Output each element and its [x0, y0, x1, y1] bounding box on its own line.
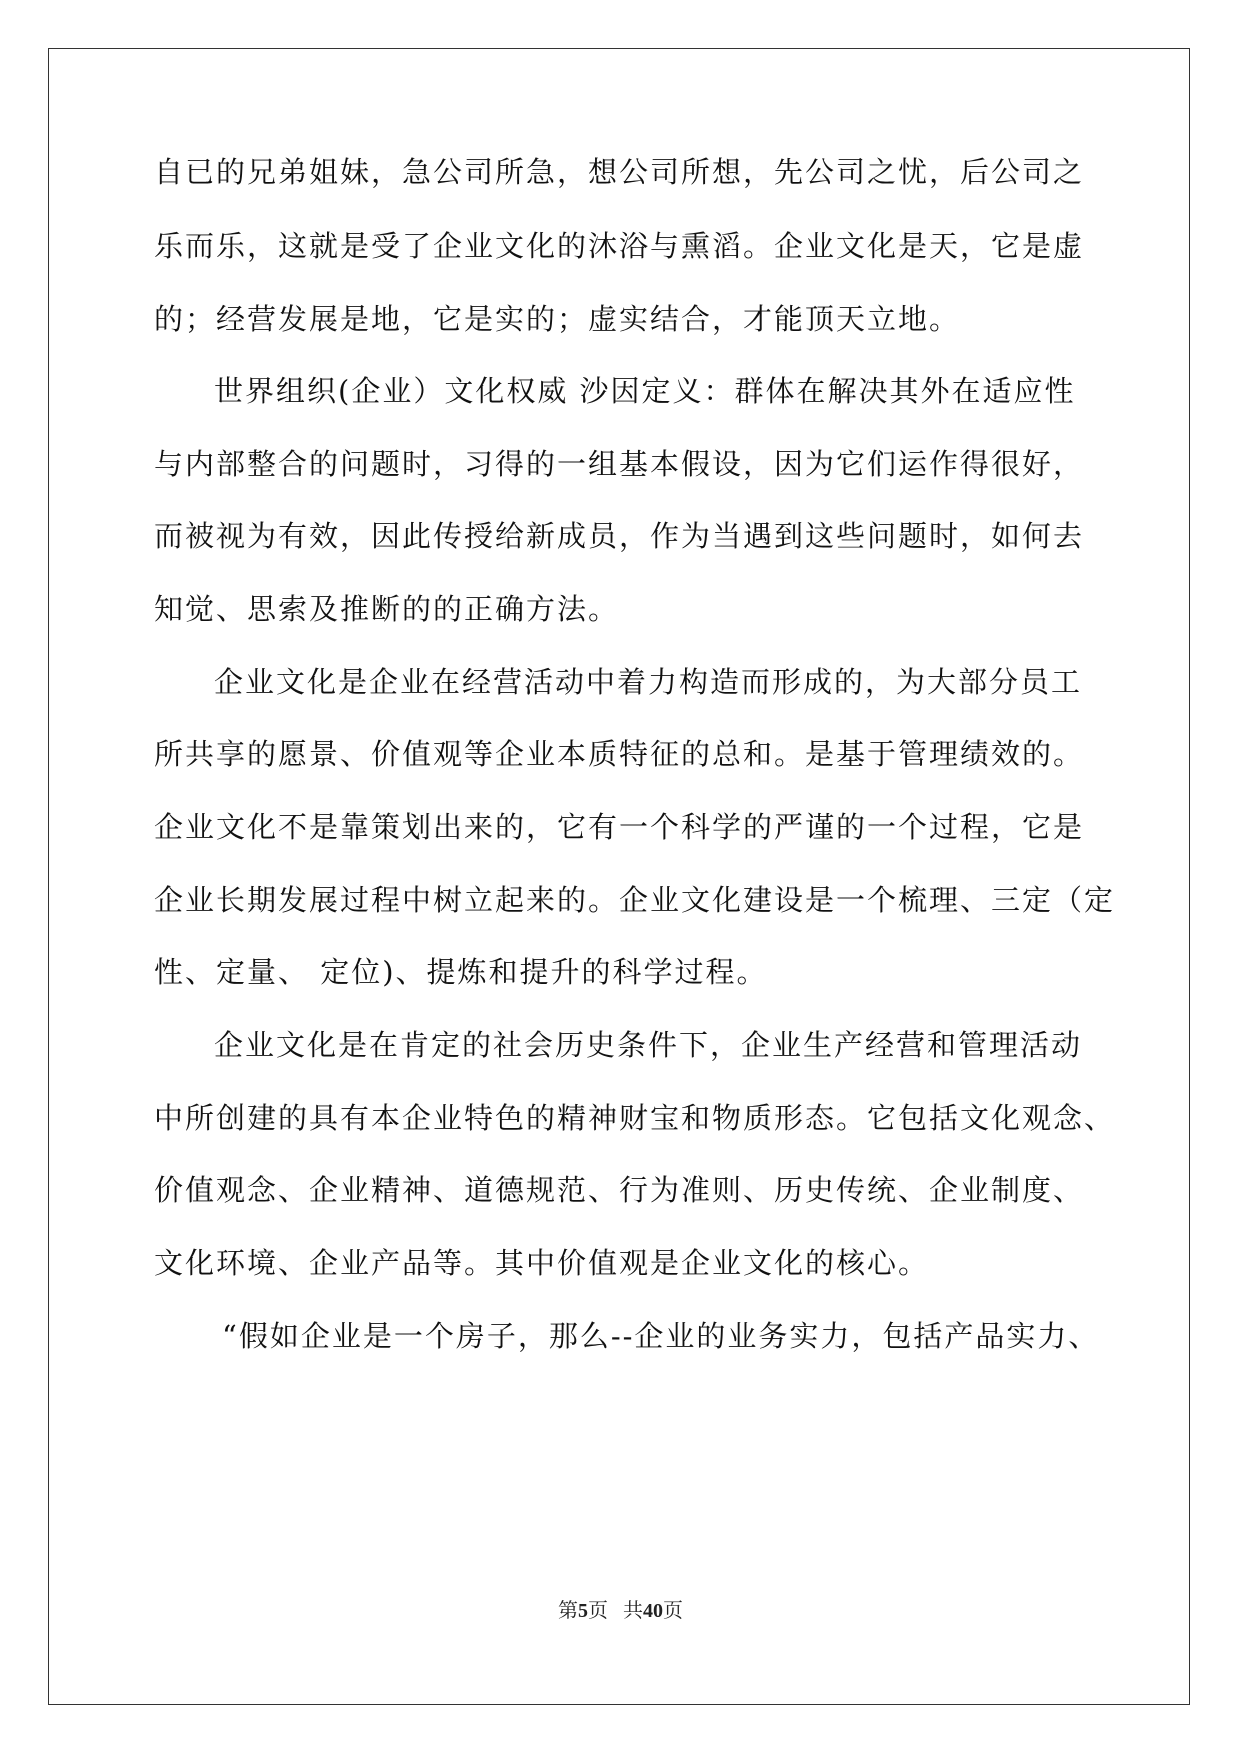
- text-line: 企业文化不是靠策划出来的，它有一个科学的严谨的一个过程，它是: [154, 810, 1085, 844]
- paragraph-start-line: 世界组织(企业）文化权威 沙因定义：群体在解决其外在适应性: [214, 374, 1076, 408]
- text-line: 的；经营发展是地，它是实的；虚实结合，才能顶天立地。: [154, 302, 961, 336]
- total-pages: 40: [643, 1600, 663, 1622]
- page-footer: [0, 1599, 1241, 1623]
- text-line: 知觉、思索及推断的的正确方法。: [154, 592, 620, 626]
- paragraph-start-line: “假如企业是一个房子，那么--企业的业务实力，包括产品实力、: [222, 1319, 1100, 1353]
- page-border: [48, 48, 1190, 1705]
- page-suffix: 页: [588, 1600, 608, 1622]
- total-prefix: 共: [623, 1600, 643, 1622]
- page-prefix: 第: [558, 1600, 578, 1622]
- text-line: 与内部整合的问题时，习得的一组基本假设，因为它们运作得很好，: [154, 447, 1085, 481]
- text-line: 性、定量、 定位)、提炼和提升的科学过程。: [154, 955, 768, 989]
- text-line: 文化环境、企业产品等。其中价值观是企业文化的核心。: [154, 1246, 930, 1280]
- paragraph-start-line: 企业文化是在肯定的社会历史条件下，企业生产经营和管理活动: [214, 1028, 1083, 1062]
- text-line: 中所创建的具有本企业特色的精神财宝和物质形态。它包括文化观念、: [154, 1101, 1116, 1135]
- paragraph-start-line: 企业文化是企业在经营活动中着力构造而形成的，为大部分员工: [214, 665, 1083, 699]
- page-number: 5: [578, 1600, 588, 1622]
- text-line: 自已的兄弟姐妹，急公司所急，想公司所想，先公司之忧，后公司之: [154, 155, 1085, 189]
- text-line: 而被视为有效，因此传授给新成员，作为当遇到这些问题时，如何去: [154, 519, 1085, 553]
- text-line: 乐而乐，这就是受了企业文化的沐浴与熏滔。企业文化是天，它是虚: [154, 229, 1085, 263]
- text-line: 价值观念、企业精神、道德规范、行为准则、历史传统、企业制度、: [154, 1173, 1085, 1207]
- total-suffix: 页: [663, 1600, 683, 1622]
- text-line: 企业长期发展过程中树立起来的。企业文化建设是一个梳理、三定（定: [154, 883, 1116, 917]
- text-line: 所共享的愿景、价值观等企业本质特征的总和。是基于管理绩效的。: [154, 737, 1085, 771]
